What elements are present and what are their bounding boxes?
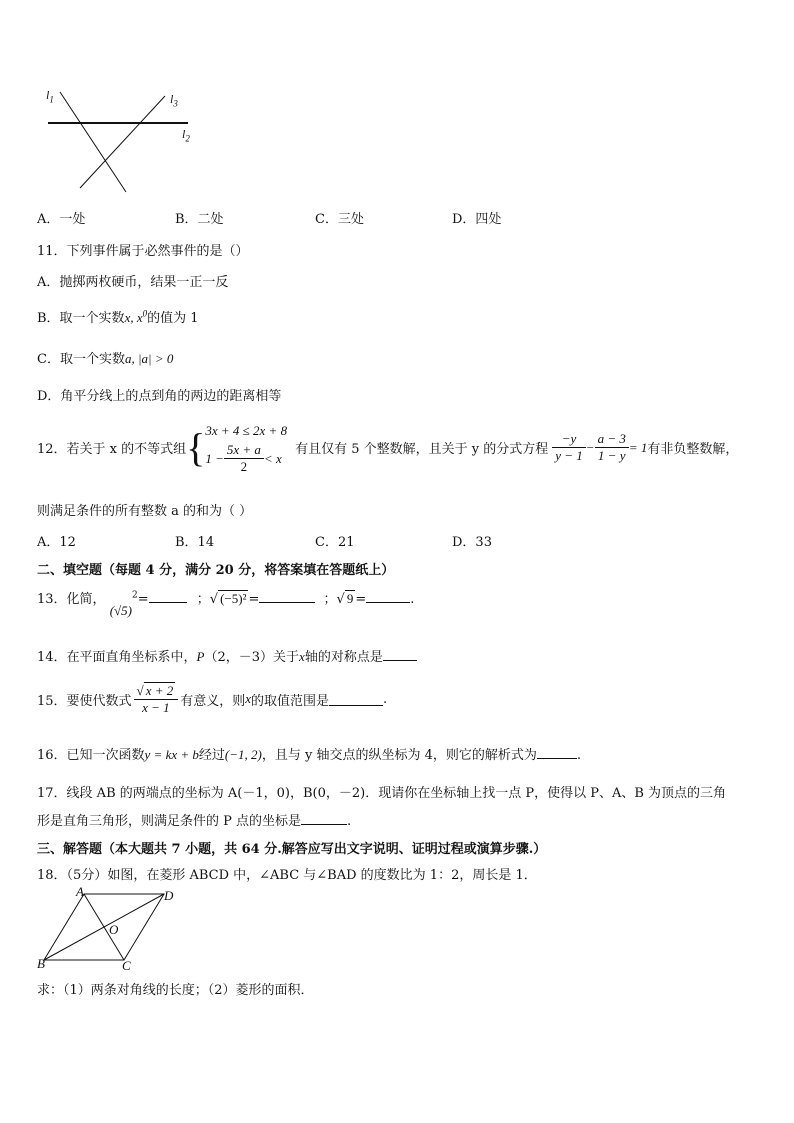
q12-option-b: B．14 [175, 535, 215, 550]
vertex-label-c: C [122, 958, 131, 973]
q11-option-c: C．取一个实数a, |a| > 0 [37, 351, 174, 367]
q11-option-b: B．取一个实数x, $x^0$的值为 1 [37, 308, 199, 326]
q11-option-a: A．抛掷两枚硬币，结果一正一反 [37, 275, 229, 290]
q17-line1: 17．线段 AB 的两端点的坐标为 A(－1，0)，B(0，－2)．现请你在坐标轴上找一点 P，使得以 P、A、B 为顶点的三角 [37, 786, 727, 801]
q12-option-d: D．33 [452, 535, 492, 550]
q12-stem: 12．若关于 x 的不等式组 { 3x + 4 ≤ 2x + 8 1 − $\frac{5x + a}{2}$ < x 有且仅有 5 个整数解，且关于 y 的分式方程 $\frac{-y}{y - 1}$ − $\frac{a - 3}{1 - y}$ = 1 有非负整数解， [37, 420, 738, 475]
q15: 15．要使代数式 $\frac{√ x + 2}{x - 1}$ 有意义，则 x 的取值范围是 . [37, 683, 388, 715]
q13: 13．化简， $(√5)^2=$ ；√ (−5)² = ；√ 9 = . [37, 590, 415, 618]
vertex-label-o: O [109, 922, 119, 937]
q18-ask: 求：（1）两条对角线的长度；（2）菱形的面积． [37, 983, 314, 998]
diagonal-bd [44, 894, 164, 960]
fraction-2: $\frac{a - 3}{1 - y}$ [595, 431, 629, 464]
section-2-heading: 二、填空题（每题 4 分，满分 20 分，将答案填在答题纸上） [37, 563, 395, 578]
q17-line2: 形是直角三角形，则满足条件的 P 点的坐标是 . [37, 814, 352, 829]
q15-fraction: $\frac{√ x + 2}{x - 1}$ [134, 682, 179, 716]
q10-option-c: C．三处 [315, 212, 364, 227]
q11-option-d: D．角平分线上的点到角的两边的距离相等 [37, 389, 282, 404]
q12-option-c: C．21 [315, 535, 355, 550]
label-l3: $l_3$ [170, 92, 178, 109]
line-l1 [60, 92, 126, 192]
q12-option-a: A．12 [37, 535, 76, 550]
q14: 14．在平面直角坐标系中，P（2，－3）关于x轴的对称点是 [37, 646, 417, 665]
inequality-system: 3x + 4 ≤ 2x + 8 1 − $\frac{5x + a}{2}$ < x [205, 423, 288, 474]
q18-stem: 18．（5分）如图，在菱形 ABCD 中，∠ABC 与∠BAD 的度数比为 1：2，周长是 1． [37, 868, 537, 883]
q10-option-d: D．四处 [452, 212, 502, 227]
label-l1: $l_1$ [46, 88, 54, 105]
q10-option-b: B．二处 [175, 212, 224, 227]
vertex-label-a: A [76, 884, 84, 899]
q10-option-a: A．一处 [37, 212, 86, 227]
vertex-label-b: B [37, 956, 45, 971]
fraction-1: $\frac{-y}{y - 1}$ [552, 431, 586, 464]
q16: 16．已知一次函数y = kx + b经过(−1, 2)，且与 y 轴交点的纵坐标为 4，则它的解析式为 . [37, 747, 582, 763]
q11-stem: 11．下列事件属于必然事件的是（） [37, 244, 249, 259]
label-l2: $l_2$ [182, 127, 190, 144]
section-3-heading: 三、解答题（本大题共 7 小题，共 64 分.解答应写出文字说明、证明过程或演算步骤.） [37, 842, 547, 857]
q12-line2: 则满足条件的所有整数 a 的和为（ ） [37, 504, 253, 519]
system-brace: { [186, 424, 206, 470]
vertex-label-d: D [164, 888, 174, 903]
